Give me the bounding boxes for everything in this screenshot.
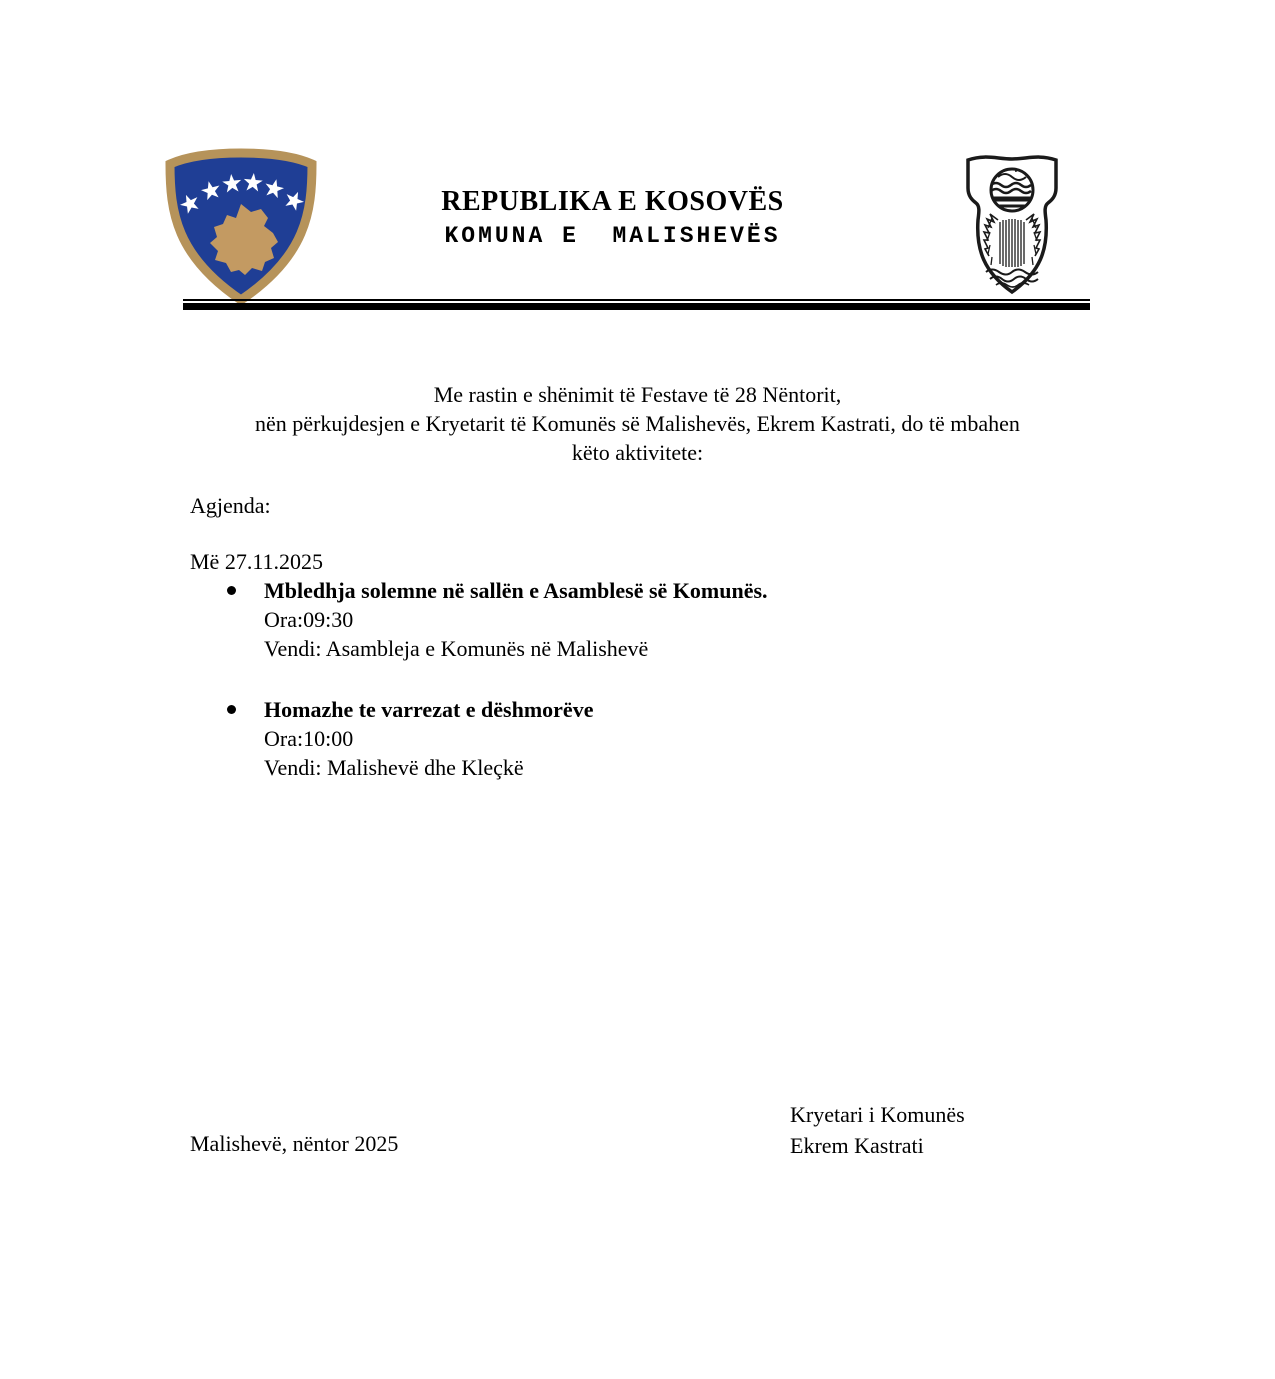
intro-line-2: nën përkujdesjen e Kryetarit të Komunës së Malishevës, Ekrem Kastrati, do të mbahen — [255, 411, 1020, 436]
event-title: Mbledhja solemne në sallën e Asamblesë së Komunës. — [264, 578, 768, 603]
agenda-date: Më 27.11.2025 — [190, 549, 324, 574]
bullet-icon — [227, 586, 236, 595]
event-venue: Vendi: Asambleja e Komunës në Malishevë — [264, 636, 649, 661]
event-venue: Vendi: Malishevë dhe Kleçkë — [264, 755, 524, 780]
agenda-item — [225, 695, 1105, 782]
header-divider — [183, 299, 1090, 310]
intro-line-3: këto aktivitete: — [571, 440, 704, 465]
event-time: Ora:09:30 — [264, 607, 354, 632]
agenda-item — [225, 576, 1105, 663]
municipality-title: KOMUNA E MALISHEVËS — [444, 223, 781, 249]
event-time: Ora:10:00 — [264, 726, 354, 751]
intro-paragraph — [185, 380, 1090, 467]
bullet-icon — [227, 705, 236, 714]
signature-name: Ekrem Kastrati — [790, 1133, 924, 1158]
agenda-list — [225, 576, 1105, 814]
divider-thick-line — [183, 303, 1090, 310]
malisheva-emblem-icon — [952, 150, 1072, 307]
signature-role: Kryetari i Komunës — [790, 1102, 965, 1127]
event-title: Homazhe te varrezat e dëshmorëve — [264, 697, 594, 722]
place-and-date: Malishevë, nëntor 2025 — [190, 1131, 399, 1156]
republic-title: REPUBLIKA E KOSOVËS — [441, 186, 784, 217]
intro-line-1: Me rastin e shënimit të Festave të 28 Nëntorit, — [433, 382, 842, 407]
agenda-label: Agjenda: — [190, 493, 271, 518]
letterhead — [300, 186, 925, 249]
